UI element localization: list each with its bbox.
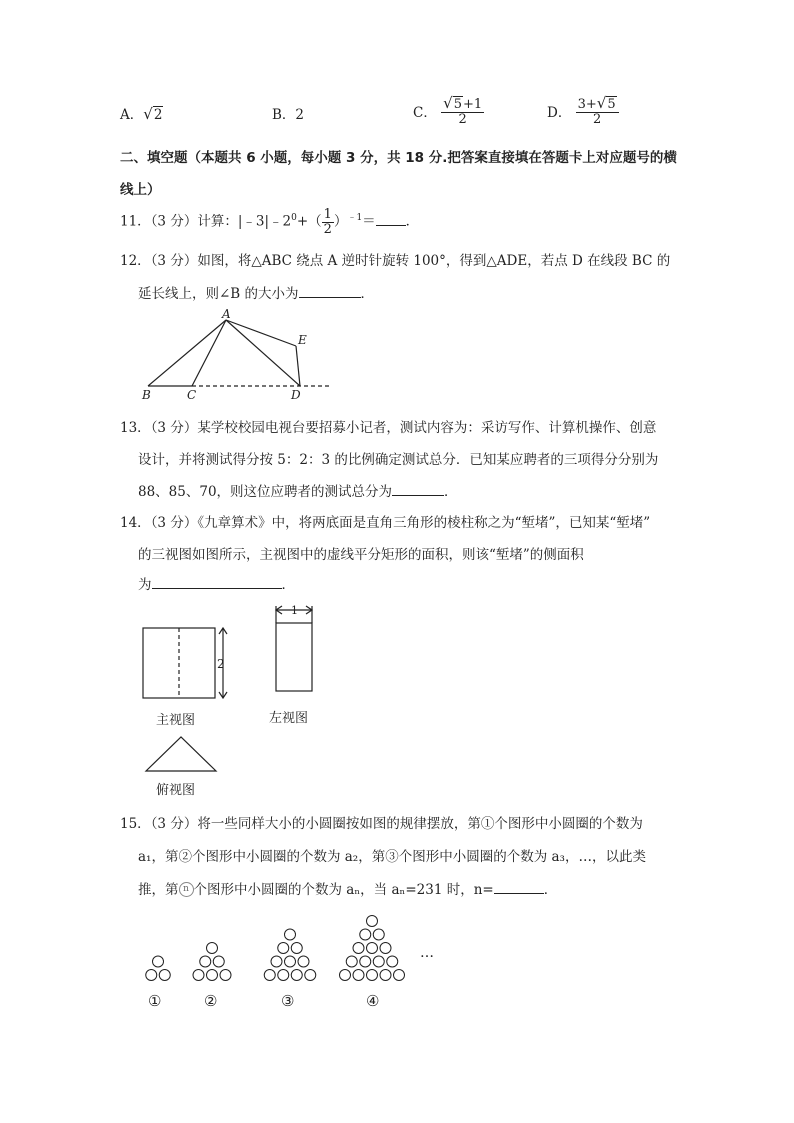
label-d: D [291, 388, 301, 402]
fig-label-4: ④ [366, 992, 380, 1010]
option-b: B．2 [272, 107, 305, 123]
question-12-line1: 12．（3 分）如图，将△ABC 绕点 A 逆时针旋转 100°，得到△ADE，若点 D 在线段 BC 的 [120, 253, 671, 269]
question-13-line2: 设计，并将测试得分按 5：2：3 的比例确定测试总分．已知某应聘者的三项得分分别为 [138, 452, 659, 468]
small-circle [285, 929, 296, 940]
small-circle [278, 943, 289, 954]
question-14-line1: 14．（3 分）《九章算术》中，将两底面是直角三角形的棱柱称之为“堑堵”，已知某“堑堵” [120, 515, 651, 531]
small-circle [298, 956, 309, 967]
small-circle [213, 956, 224, 967]
small-circle [367, 970, 378, 981]
small-circle [373, 929, 384, 940]
small-circle [285, 956, 296, 967]
question-12-line2: 延长线上，则∠B 的大小为 ． [138, 286, 375, 302]
front-view-caption: 主视图 [156, 713, 196, 728]
label-e: E [298, 333, 307, 347]
small-circle [340, 970, 351, 981]
small-circle [291, 943, 302, 954]
option-d-fraction: $\frac{3+√5}{2}$ [576, 96, 619, 126]
section-heading-line1: 二、填空题（本题共 6 小题，每小题 3 分，共 18 分.把答案直接填在答题卡上对应题号的横 [120, 150, 677, 166]
section-heading-line2: 线上） [120, 182, 161, 198]
figure-ellipsis: … [420, 945, 434, 961]
small-circle [380, 970, 391, 981]
top-view-caption: 俯视图 [156, 783, 196, 798]
label-a: A [222, 307, 231, 321]
dim-height-label: 2 [217, 657, 225, 671]
question-15-line2: a₁，第②个图形中小圆圈的个数为 a₂，第③个图形中小圆圈的个数为 a₃，…，以此类 [138, 849, 646, 865]
option-a: A．√2 [120, 105, 163, 123]
question-14-line2: 的三视图如图所示，主视图中的虚线平分矩形的面积，则该“堑堵”的侧面积 [138, 547, 584, 563]
small-circle [360, 956, 371, 967]
small-circle [264, 970, 275, 981]
small-circle [394, 970, 405, 981]
small-circle [367, 916, 378, 927]
small-circle [220, 970, 231, 981]
q11-fraction: $\frac{1}{2}$ [323, 207, 332, 237]
side-view-caption: 左视图 [269, 711, 309, 726]
small-circle [291, 970, 302, 981]
question-14-line3: 为 ． [138, 577, 295, 593]
small-circle [207, 970, 218, 981]
small-circle [207, 943, 218, 954]
option-c: C． $\frac{√5+1}{2}$ [413, 94, 483, 127]
circled-n-icon: n [179, 882, 194, 897]
label-c: C [187, 388, 197, 402]
small-circle [373, 956, 384, 967]
question-13-line3: 88、85、70，则这位应聘者的测试总分为 ． [138, 484, 458, 500]
fig-label-1: ① [148, 992, 162, 1010]
option-c-fraction: $\frac{√5+1}{2}$ [443, 94, 483, 127]
label-b: B [142, 388, 151, 402]
fig-label-3: ③ [281, 992, 295, 1010]
small-circle [360, 929, 371, 940]
question-15-line3: 推，第 n 个图形中小圆圈的个数为 aₙ，当 aₙ=231 时，n= ． [138, 882, 558, 898]
small-circle [367, 943, 378, 954]
small-circle [305, 970, 316, 981]
dim-width-label: 1 [291, 604, 298, 617]
small-circle [380, 943, 391, 954]
question-15-line1: 15．（3 分）将一些同样大小的小圆圈按如图的规律摆放，第①个图形中小圆圈的个数为 [120, 816, 643, 832]
small-circle [346, 956, 357, 967]
small-circle [278, 970, 289, 981]
small-circle [353, 970, 364, 981]
option-d: D． $\frac{3+√5}{2}$ [547, 96, 619, 126]
question-13-line1: 13．（3 分）某学校校园电视台要招募小记者，测试内容为：采访写作、计算机操作、创意 [120, 420, 657, 436]
small-circle [159, 970, 170, 981]
small-circle [271, 956, 282, 967]
small-circle [146, 970, 157, 981]
small-circle [387, 956, 398, 967]
small-circle [153, 956, 164, 967]
fig-label-2: ② [204, 992, 218, 1010]
question-11: 11．（3 分）计算：$|﹣3|﹣2^0+$（ $\frac{1}{2}$ ）$^{﹣1}$＝ ． [120, 207, 420, 237]
small-circle [193, 970, 204, 981]
small-circle [200, 956, 211, 967]
small-circle [353, 943, 364, 954]
